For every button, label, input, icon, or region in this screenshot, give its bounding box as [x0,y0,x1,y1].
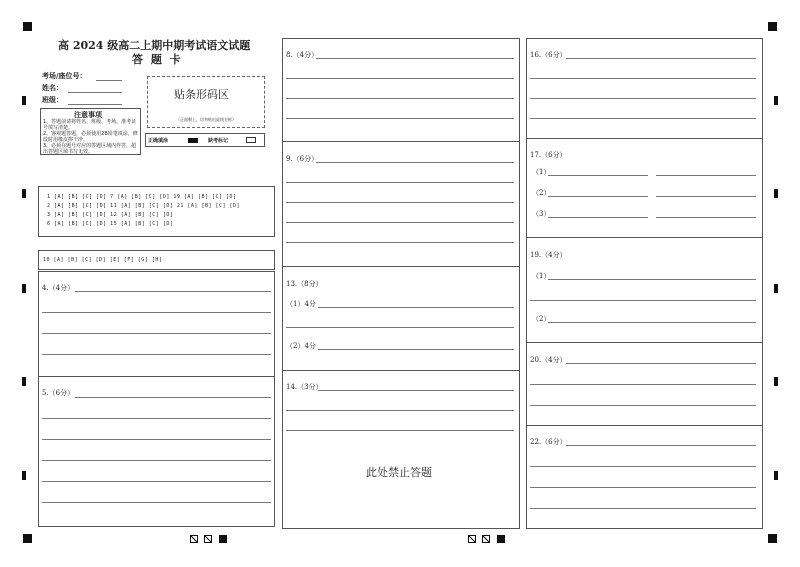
answer-line[interactable] [656,217,756,218]
timing-mark [774,189,778,198]
registration-mark-top-right [768,22,777,31]
answer-line[interactable] [530,98,756,99]
page-marker-slash [468,535,476,543]
answer-line[interactable] [530,384,756,385]
answer-line[interactable] [318,390,514,391]
answer-line[interactable] [318,307,514,308]
q17-part1-label: （1） [532,168,551,176]
multiple-choice-box [38,186,275,237]
notice-line-3: 3、必须在题号对应的答题区域内作答，超出答题区域书写无效。 [43,143,137,155]
answer-line[interactable] [566,58,756,59]
answer-line[interactable] [286,222,514,223]
answer-line[interactable] [42,418,271,419]
q16-answer-area [526,38,763,137]
timing-mark [774,377,778,386]
timing-mark [774,96,778,105]
mc-row[interactable]: 2 [A] [B] [C] [D] 11 [A] [B] [C] [D] 21 [A] [B] [C] [D] [47,203,241,209]
barcode-area [147,76,265,128]
answer-line[interactable] [286,182,514,183]
answer-line[interactable] [42,312,271,313]
absent-mark-box[interactable] [246,137,256,143]
q9-answer-area [282,142,520,266]
answer-line[interactable] [42,460,271,461]
answer-line[interactable] [548,279,756,280]
q17-part2-label: （2） [532,189,551,197]
notice-line-2: 2、客观题答题，必须使用2B铅笔填涂，修改时用橡皮擦干净。 [43,131,138,143]
q13-label: 13.（8分） [286,280,323,288]
answer-line[interactable] [548,196,648,197]
q22-label: 22.（6分） [530,438,567,446]
q16-label: 16.（6分） [530,51,567,59]
timing-mark [774,471,778,480]
mc-row[interactable]: 3 [A] [B] [C] [D] 12 [A] [B] [C] [D] [47,212,174,218]
notice-line-1: 1、答题前请将姓名、班级、考场、准考证号填写清楚。 [43,119,137,131]
answer-line[interactable] [566,363,756,364]
answer-line[interactable] [530,405,756,406]
answer-line[interactable] [566,445,756,446]
q9-label: 9.（6分） [286,155,319,163]
class-line [68,104,122,105]
q5-answer-area [38,376,275,527]
page-marker-solid [219,535,227,543]
page-marker-solid [497,535,505,543]
exam-title: 高 2024 级高二上期中期考试语文试题 [58,39,251,52]
fill-legend [145,133,265,147]
answer-line[interactable] [316,58,514,59]
answer-line[interactable] [286,430,514,431]
correct-fill-label: 正确填涂 [148,138,169,144]
answer-line[interactable] [548,175,648,176]
registration-mark-top-left [23,22,32,31]
answer-line[interactable] [42,333,271,334]
page-marker-slash [190,535,198,543]
answer-line[interactable] [530,118,756,119]
info-field-class[interactable] [42,95,63,105]
answer-line[interactable] [286,327,514,328]
timing-mark [22,96,26,105]
q19-answer-area [526,238,763,342]
answer-line[interactable] [316,162,514,163]
exam-room-label: 考场/座位号： [42,72,87,80]
q4-answer-area [38,271,275,377]
answer-line[interactable] [286,118,514,119]
answer-line[interactable] [75,397,271,398]
barcode-note: （正面朝上，切勿贴出虚线方框） [176,117,236,122]
answer-line[interactable] [42,354,271,355]
q19-part2-label: （2） [532,315,551,323]
class-label: 班级： [42,96,63,104]
q19-label: 19.（4分） [530,251,567,259]
q17-part3-label: （3） [532,210,551,218]
answer-line[interactable] [286,242,514,243]
q20-answer-area [526,343,763,425]
info-field-exam-room[interactable] [42,71,87,81]
q19-part1-label: （1） [532,272,551,280]
q13-part1-label: （1）4分 [286,300,316,308]
answer-line[interactable] [42,439,271,440]
correct-fill-sample [188,138,198,143]
answer-line[interactable] [75,291,271,292]
answer-line[interactable] [656,175,756,176]
answer-line[interactable] [42,481,271,482]
answer-line[interactable] [530,300,756,301]
answer-line[interactable] [286,410,514,411]
q10-options[interactable]: 10 [A] [B] [C] [D] [E] [F] [G] [H] [43,257,163,263]
notices-title: 注意事项 [74,111,102,119]
answer-line[interactable] [656,196,756,197]
q5-label: 5.（6分） [42,389,75,397]
answer-line[interactable] [530,487,756,488]
q13-answer-area [282,267,520,369]
answer-line[interactable] [530,466,756,467]
answer-sheet-subtitle: 答 题 卡 [132,53,183,66]
page-marker-slash [482,535,490,543]
q8-label: 8.（4分） [286,51,319,59]
page-marker-slash [204,535,212,543]
registration-mark-bottom-left [23,534,32,543]
notices-box [40,108,141,155]
q10-box [38,250,275,270]
timing-mark [22,284,26,293]
answer-line[interactable] [530,78,756,79]
name-label: 姓名： [42,84,63,92]
mc-row[interactable]: 6 [A] [B] [C] [D] 15 [A] [B] [C] [D] [47,221,174,227]
timing-mark [22,377,26,386]
answer-line[interactable] [286,98,514,99]
answer-line[interactable] [548,322,756,323]
answer-line[interactable] [548,217,648,218]
q14-answer-area [282,371,520,529]
timing-mark [774,284,778,293]
q20-label: 20.（4分） [530,356,567,364]
q17-label: 17.（6分） [530,151,567,159]
name-line [68,92,122,93]
q22-answer-area [526,426,763,529]
exam-room-line [96,80,122,81]
q17-answer-area [526,139,763,237]
timing-mark [22,189,26,198]
answer-line[interactable] [286,202,514,203]
q14-label: 14.（3分） [286,383,323,391]
q8-answer-area [282,38,520,141]
absent-mark-label: 缺考标记 [208,138,229,144]
barcode-title: 贴条形码区 [174,88,229,101]
info-field-name[interactable] [42,83,63,93]
q13-part2-label: （2）4分 [286,342,316,350]
q4-label: 4.（4分） [42,284,75,292]
answer-line[interactable] [286,78,514,79]
mc-row[interactable]: 1 [A] [B] [C] [D] 7 [A] [B] [C] [D] 19 [A] [B] [C] [D] [47,194,237,200]
answer-line[interactable] [318,349,514,350]
timing-mark [22,471,26,480]
registration-mark-bottom-right [768,534,777,543]
answer-line[interactable] [530,508,756,509]
answer-line[interactable] [42,502,271,503]
no-answer-zone-text: 此处禁止答题 [366,466,432,479]
